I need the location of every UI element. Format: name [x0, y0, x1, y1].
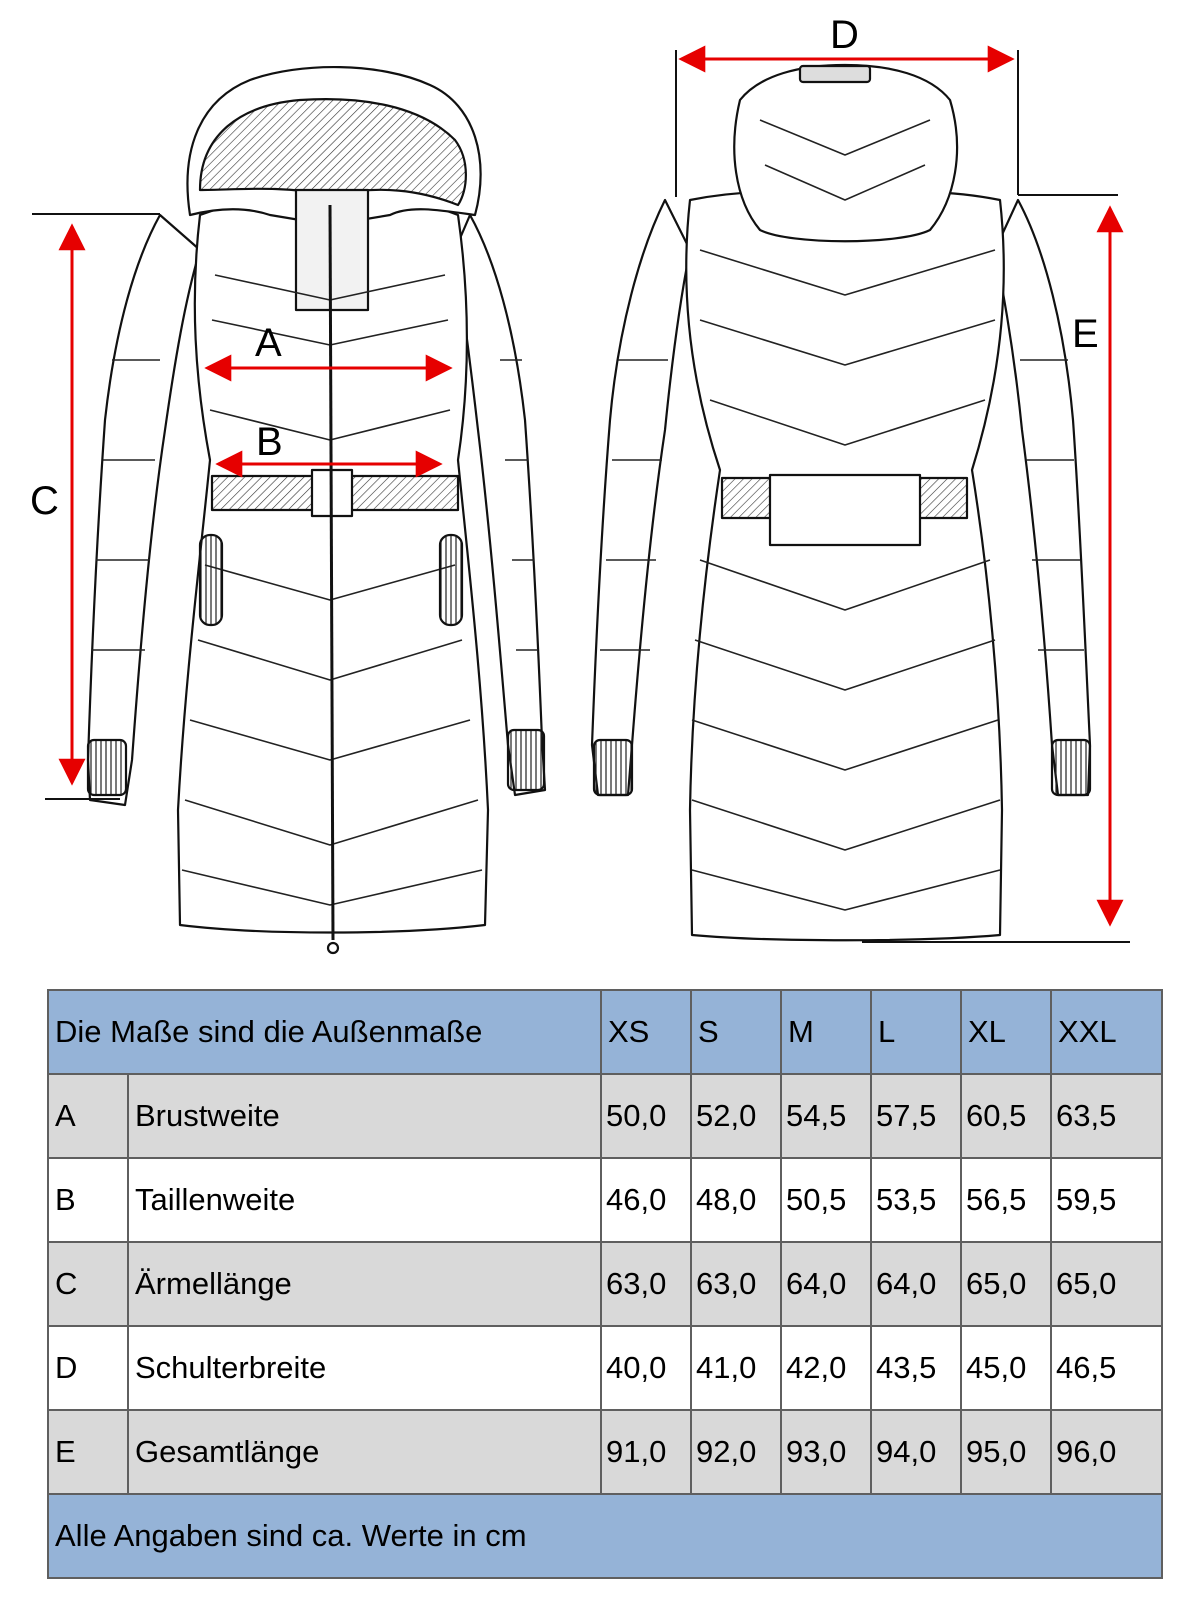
front-left-pocket	[200, 535, 222, 625]
back-left-cuff	[594, 740, 632, 795]
table-row	[48, 1326, 1162, 1410]
row-value: 56,5	[961, 1158, 1051, 1242]
row-value: 41,0	[691, 1326, 781, 1410]
row-value: 92,0	[691, 1410, 781, 1494]
table-row	[48, 1074, 1162, 1158]
row-value: 59,5	[1051, 1158, 1162, 1242]
size-header: XXL	[1051, 990, 1162, 1074]
size-table	[47, 989, 1163, 1579]
row-name: Gesamtlänge	[128, 1410, 601, 1494]
row-value: 63,0	[601, 1242, 691, 1326]
row-value: 50,0	[601, 1074, 691, 1158]
row-name: Taillenweite	[128, 1158, 601, 1242]
front-collar-label	[296, 190, 368, 310]
label-a: A	[255, 321, 282, 365]
row-value: 50,5	[781, 1158, 871, 1242]
size-header: XL	[961, 990, 1051, 1074]
back-right-cuff	[1052, 740, 1090, 795]
row-name: Brustweite	[128, 1074, 601, 1158]
front-right-pocket	[440, 535, 462, 625]
table-footer-row	[48, 1494, 1162, 1578]
table-footer-note: Alle Angaben sind ca. Werte in cm	[48, 1494, 1162, 1578]
label-c: C	[30, 479, 59, 523]
back-right-sleeve	[995, 200, 1090, 795]
front-left-cuff	[88, 740, 126, 795]
row-value: 93,0	[781, 1410, 871, 1494]
size-header: S	[691, 990, 781, 1074]
row-letter: E	[48, 1410, 128, 1494]
row-value: 64,0	[871, 1242, 961, 1326]
row-value: 45,0	[961, 1326, 1051, 1410]
row-letter: B	[48, 1158, 128, 1242]
table-row	[48, 1410, 1162, 1494]
table-row	[48, 1158, 1162, 1242]
row-value: 43,5	[871, 1326, 961, 1410]
row-value: 60,5	[961, 1074, 1051, 1158]
row-value: 96,0	[1051, 1410, 1162, 1494]
row-value: 48,0	[691, 1158, 781, 1242]
table-header-caption: Die Maße sind die Außenmaße	[48, 990, 601, 1074]
row-value: 54,5	[781, 1074, 871, 1158]
jacket-front-view	[88, 67, 545, 953]
row-value: 65,0	[961, 1242, 1051, 1326]
row-name: Ärmellänge	[128, 1242, 601, 1326]
back-left-sleeve	[592, 200, 690, 795]
row-value: 52,0	[691, 1074, 781, 1158]
row-value: 94,0	[871, 1410, 961, 1494]
row-value: 42,0	[781, 1326, 871, 1410]
back-body	[686, 192, 1004, 941]
row-value: 46,5	[1051, 1326, 1162, 1410]
jacket-back-view	[592, 65, 1090, 940]
row-value: 65,0	[1051, 1242, 1162, 1326]
row-value: 95,0	[961, 1410, 1051, 1494]
back-hood	[734, 65, 957, 241]
row-value: 57,5	[871, 1074, 961, 1158]
label-d: D	[830, 13, 859, 57]
row-value: 91,0	[601, 1410, 691, 1494]
row-value: 40,0	[601, 1326, 691, 1410]
front-right-cuff	[508, 730, 544, 790]
label-b: B	[256, 420, 283, 464]
front-zipper-pull	[328, 943, 338, 953]
row-value: 64,0	[781, 1242, 871, 1326]
row-value: 63,5	[1051, 1074, 1162, 1158]
size-header: XS	[601, 990, 691, 1074]
size-header: L	[871, 990, 961, 1074]
row-value: 63,0	[691, 1242, 781, 1326]
row-name: Schulterbreite	[128, 1326, 601, 1410]
row-value: 53,5	[871, 1158, 961, 1242]
back-hood-tab	[800, 66, 870, 82]
back-belt-panel	[770, 475, 920, 545]
table-row	[48, 1242, 1162, 1326]
row-letter: C	[48, 1242, 128, 1326]
front-left-sleeve	[88, 215, 200, 805]
row-value: 46,0	[601, 1158, 691, 1242]
label-e: E	[1072, 312, 1099, 356]
table-header-row	[48, 990, 1162, 1074]
size-header: M	[781, 990, 871, 1074]
row-letter: A	[48, 1074, 128, 1158]
row-letter: D	[48, 1326, 128, 1410]
